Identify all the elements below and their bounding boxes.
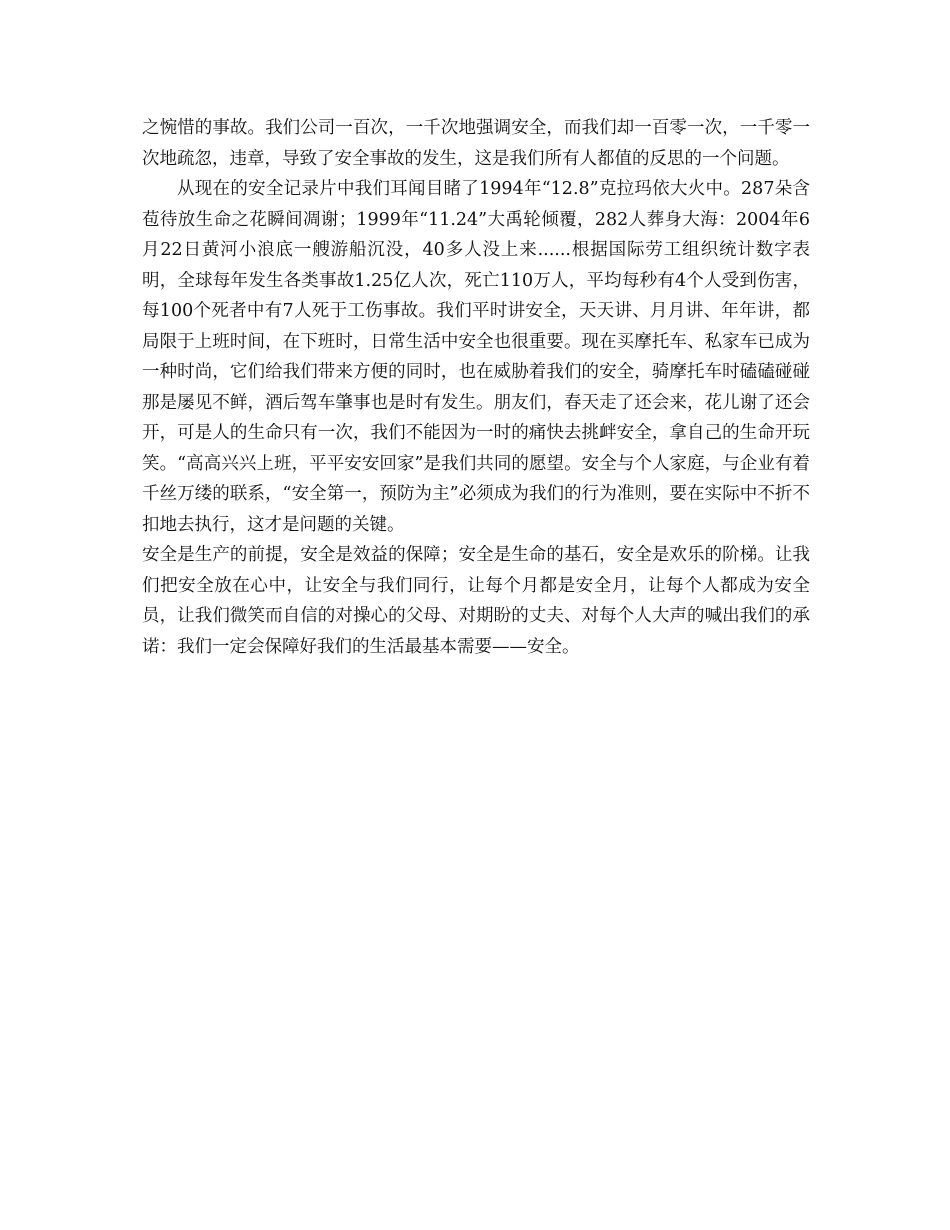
paragraph-safety-records: 从现在的安全记录片中我们耳闻目睹了1994年“12.8”克拉玛依大火中。287朵含苞待放生命之花瞬间凋谢；1999年“11.24”大禹轮倾覆，282人葬身大海：2004年6月22日黄河小浪底一艘游船沉没，40多人没上来......根据国际劳工组织统计数字表明，全球每年发生各类事故1.25亿人次，死亡110万人，平均每秒有4个人受到伤害，每100个死者中有7人死于工伤事故。我们平时讲安全，天天讲、月月讲、年年讲，都局限于上班时间，在下班时，日常生活中安全也很重要。现在买摩托车、私家车已成为一种时尚，它们给我们带来方便的同时，也在威胁着我们的安全，骑摩托车时磕磕碰碰那是屡见不鲜，酒后驾车肇事也是时有发生。朋友们，春天走了还会来，花儿谢了还会开，可是人的生命只有一次，我们不能因为一时的痛快去挑衅安全，拿自己的生命开玩笑。“高高兴兴上班，平平安安回家”是我们共同的愿望。安全与个人家庭，与企业有着千丝万缕的联系，“安全第一，预防为主”必须成为我们的行为准则，要在实际中不折不扣地去执行，这才是问题的关键。 (142, 179, 810, 535)
paragraph-continuation: 之惋惜的事故。我们公司一百次，一千次地强调安全，而我们却一百零一次，一千零一次地疏忽，违章，导致了安全事故的发生，这是我们所有人都值的反思的一个问题。 (142, 118, 810, 169)
document-body (142, 113, 810, 662)
paragraph-conclusion: 安全是生产的前提，安全是效益的保障；安全是生命的基石，安全是欢乐的阶梯。让我们把安全放在心中，让安全与我们同行，让每个月都是安全月，让每个人都成为安全员，让我们微笑而自信的对操心的父母、对期盼的丈夫、对每个人大声的喊出我们的承诺：我们一定会保障好我们的生活最基本需要——安全。 (142, 545, 810, 657)
